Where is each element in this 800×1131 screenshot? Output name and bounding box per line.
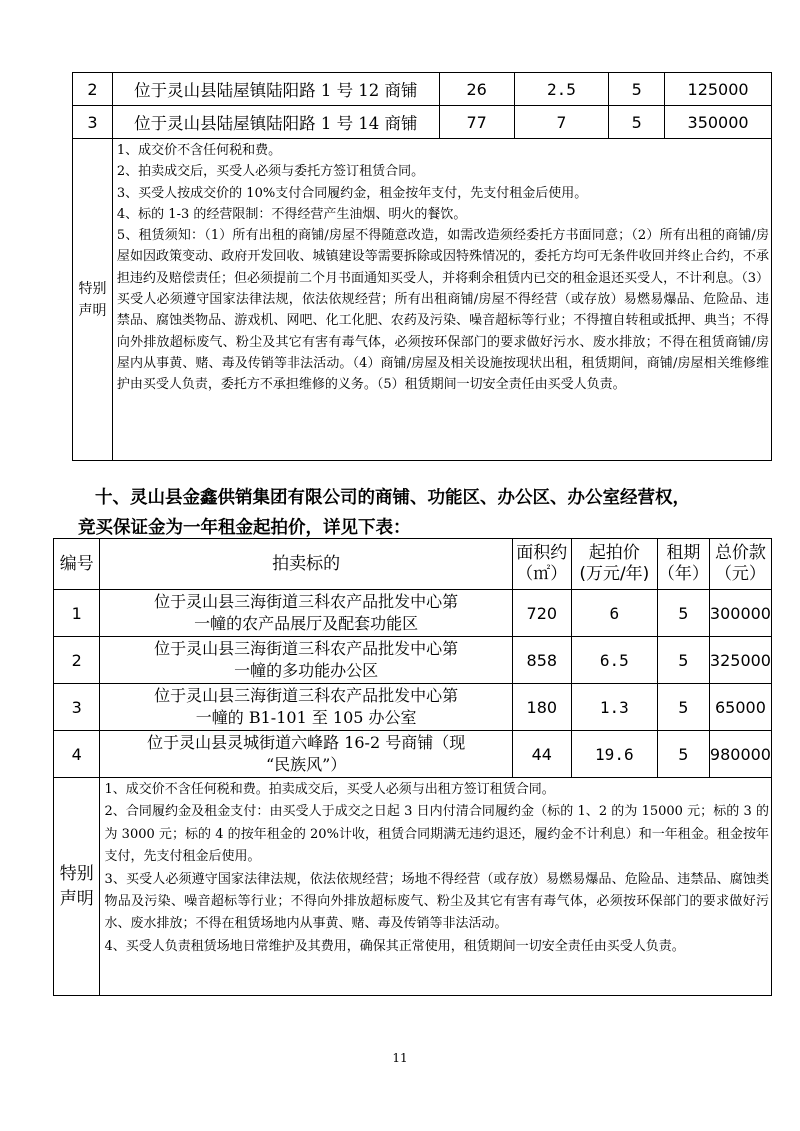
special-notes-label: 特别 声明 (54, 778, 100, 996)
note-item: 5、租赁须知：（1）所有出租的商铺/房屋不得随意改造，如需改造须经委托方书面同意；（2）所有出租的商铺/房屋如因政策变动、政府开发回收、城镇建设等需要拆除或因特殊情况的，委托方均可无条件收回并终止合约，不承担违约及赔偿责任；但必须提前二个月书面通知买受人，并将剩余租赁内已交的租金退还买受人，不计利息。（3）买受人必须遵守国家法律法规，依法依规经营；所有出租商铺/房屋不得经营（或存放）易燃易爆品、危险品、违禁品、腐蚀类物品、游戏机、网吧、化工化肥、农药及污染、噪音超标等行业；不得擅自转租或抵押、典当；不得向外排放超标废气、粉尘及其它有害有毒气体，必须按环保部门的要求做好污水、废水排放；不得在租赁商铺/房屋内从事黄、赌、毒及传销等非法活动。（4）商铺/房屋及相关设施按现状出租，租赁期间，商铺/房屋相关维修维护由买受人负责，委托方不承担维修的义务。（5）租赁期间一切安全责任由买受人负责。 (116, 228, 769, 393)
lot-number: 3 (54, 684, 100, 731)
table-row (54, 637, 772, 684)
special-notes (112, 139, 771, 461)
lot-area: 26 (439, 73, 514, 106)
lot-description: 位于灵山县三海街道三科农产品批发中心第 一幢的 B1-101 至 105 办公室 (100, 684, 512, 731)
special-notes-row (54, 778, 772, 996)
lot-start-price: 19.6 (571, 731, 657, 778)
note-item: 3、买受人必须遵守国家法律法规，依法依规经营；场地不得经营（或存放）易燃易爆品、危险品、违禁品、腐蚀类物品及污染、噪音超标等行业；不得向外排放超标废气、粉尘及其它有害有毒气体，必须按环保部门的要求做好污水、废水排放；不得在租赁场地内从事黄、赌、毒及传销等非法活动。 (104, 871, 769, 932)
table-row (73, 106, 772, 139)
note-item: 4、标的 1-3 的经营限制：不得经营产生油烟、明火的餐饮。 (116, 206, 467, 222)
lot-start-price: 2.5 (514, 73, 609, 106)
lot-area: 77 (439, 106, 514, 139)
note-item: 2、合同履约金及租金支付：由买受人于成交之日起 3 日内付清合同履约金（标的 1、2 的为 15000 元；标的 3 的为 3000 元；标的 4 的按年租金的 20%计收，租赁合同期满无违约退还，履约金不计利息）和一年租金。租金按年支付，先支付租金后使用。 (104, 804, 769, 865)
lot-description: 位于灵山县三海街道三科农产品批发中心第 一幢的农产品展厅及配套功能区 (100, 590, 512, 637)
header-area: 面积约 （㎡） (512, 539, 571, 590)
special-notes-label: 特别 声明 (73, 139, 113, 461)
page-number: 11 (392, 1051, 408, 1065)
lot-table (53, 538, 772, 996)
note-item: 4、买受人负责租赁场地日常维护及其费用，确保其正常使用，租赁期间一切安全责任由买受人负责。 (104, 938, 685, 954)
lot-total: 350000 (665, 106, 772, 139)
table-header-row (54, 539, 772, 590)
note-item: 2、拍卖成交后，买受人必须与委托方签订租赁合同。 (116, 164, 425, 180)
lot-term: 5 (609, 106, 665, 139)
section-heading-cont: 竞买保证金为一年租金起拍价，详见下表： (78, 518, 411, 538)
note-item: 1、成交价不含任何税和费。拍卖成交后，买受人必须与出租方签订租赁合同。 (104, 782, 555, 797)
lot-total: 125000 (665, 73, 772, 106)
special-notes-row (73, 139, 772, 461)
lot-number: 2 (73, 73, 113, 106)
lot-description: 位于灵山县灵城街道六峰路 16-2 号商铺（现 “民族风”） (100, 731, 512, 778)
lot-term: 5 (657, 684, 709, 731)
lot-number: 3 (73, 106, 113, 139)
lot-area: 720 (512, 590, 571, 637)
lot-total: 300000 (709, 590, 771, 637)
lot-total: 325000 (709, 637, 771, 684)
lot-area: 858 (512, 637, 571, 684)
lot-description: 位于灵山县三海街道三科农产品批发中心第 一幢的多功能办公区 (100, 637, 512, 684)
lot-start-price: 7 (514, 106, 609, 139)
table-row (54, 684, 772, 731)
note-item: 3、买受人按成交价的 10%支付合同履约金，租金按年支付，先支付租金后使用。 (116, 185, 588, 201)
lot-area: 44 (512, 731, 571, 778)
lot-total: 65000 (709, 684, 771, 731)
header-lot: 拍卖标的 (100, 539, 512, 590)
lot-number: 4 (54, 731, 100, 778)
lot-description: 位于灵山县陆屋镇陆阳路 1 号 14 商铺 (112, 106, 439, 139)
lot-total: 980000 (709, 731, 771, 778)
lot-description: 位于灵山县陆屋镇陆阳路 1 号 12 商铺 (112, 73, 439, 106)
lot-term: 5 (657, 590, 709, 637)
lot-start-price: 6 (571, 590, 657, 637)
header-term: 租期 （年） (657, 539, 709, 590)
lot-number: 1 (54, 590, 100, 637)
note-item: 1、成交价不含任何税和费。 (116, 143, 282, 158)
lot-number: 2 (54, 637, 100, 684)
table-row (73, 73, 772, 106)
special-notes (100, 778, 772, 996)
header-number: 编号 (54, 539, 100, 590)
lot-area: 180 (512, 684, 571, 731)
lot-term: 5 (609, 73, 665, 106)
lot-term: 5 (657, 637, 709, 684)
lot-term: 5 (657, 731, 709, 778)
header-start-price: 起拍价 (万元/年) (571, 539, 657, 590)
lot-table-continued (72, 72, 772, 461)
section-heading: 十、灵山县金鑫供销集团有限公司的商铺、功能区、办公区、办公室经营权， (95, 488, 690, 508)
table-row (54, 731, 772, 778)
header-total: 总价款 （元） (709, 539, 771, 590)
table-row (54, 590, 772, 637)
lot-start-price: 6.5 (571, 637, 657, 684)
lot-start-price: 1.3 (571, 684, 657, 731)
